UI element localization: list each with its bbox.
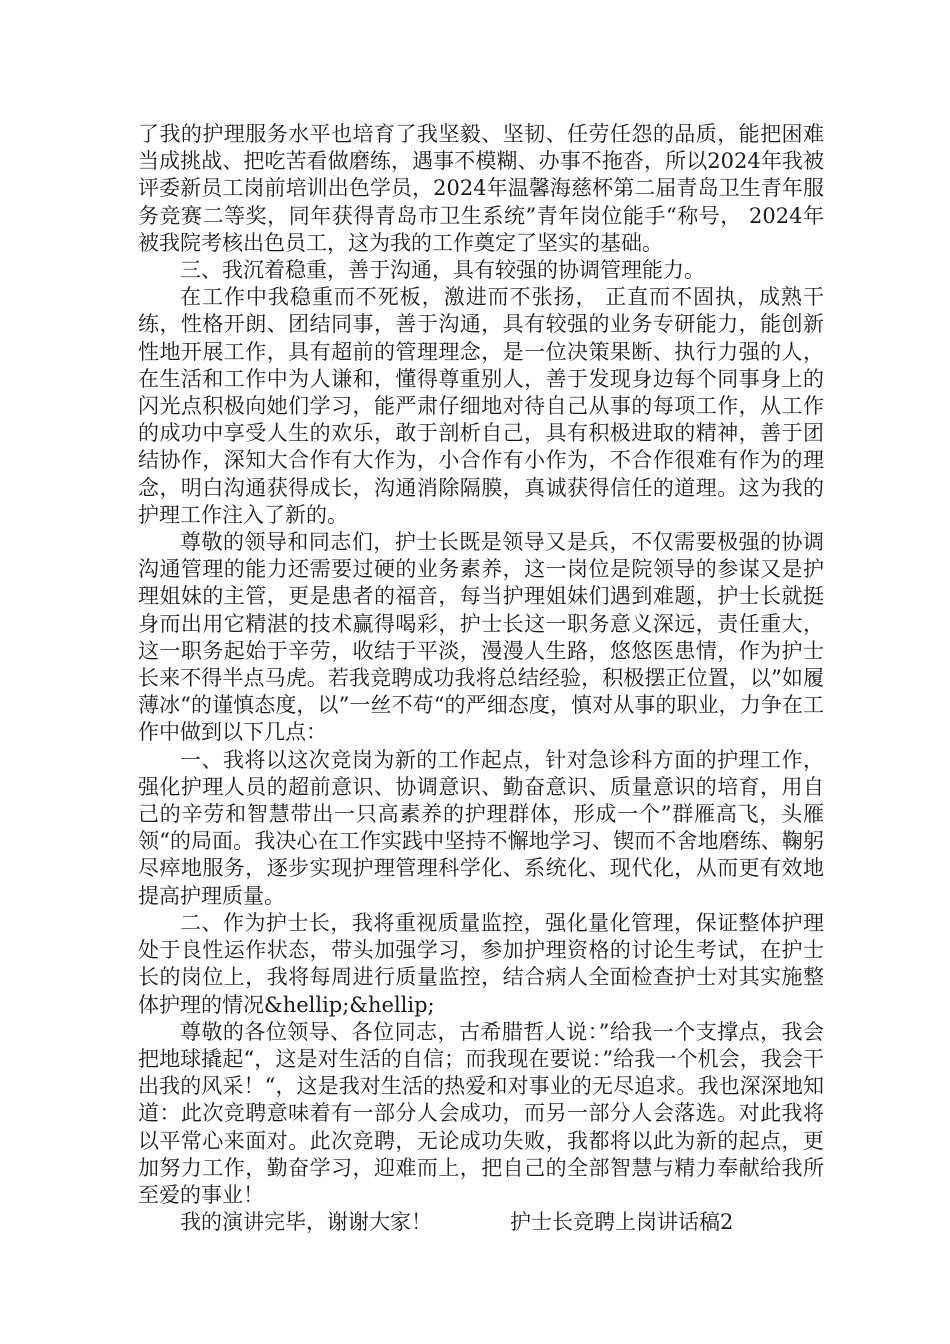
section-heading-three: 三、我沉着稳重，善于沟通，具有较强的协调管理能力。	[180, 258, 705, 283]
paragraph-continuation: 了我的护理服务水平也培育了我坚毅、坚韧、任劳任怨的品质，能把困难当成挑战、把吃苦看做磨练，遇事不模糊、办事不拖沓，所以2024年我被评委新员工岗前培训出色学员，2024年温馨海慈杯第二届青岛卫生青年服务竞赛二等奖，同年获得青岛市卫生系统”青年岗位能手“称号， 2024年被我院考核出色员工，这为我的工作奠定了坚实的基础。	[138, 122, 824, 255]
paragraph-conclusion: 尊敬的各位领导、各位同志，古希腊哲人说：”给我一个支撑点，我会把地球撬起“，这是对生活的自信；而我现在要说：”给我一个机会，我会干出我的风采！“，这是我对生活的热爱和对事业的无尽追求。我也深深地知道：此次竞聘意味着有一部分人会成功，而另一部分人会落选。对此我将以平常心来面对。此次竞聘，无论成功失败，我都将以此为新的起点，更加努力工作，勤奋学习，迎难而上，把自己的全部智慧与精力奉献给我所至爱的事业！	[138, 1019, 824, 1207]
paragraph-plan-one: 一、我将以这次竞岗为新的工作起点，针对急诊科方面的护理工作，强化护理人员的超前意识、协调意识、勤奋意识、质量意识的培育，用自己的辛劳和智慧带出一只高素养的护理群体，形成一个”群雁高飞，头雁领“的局面。我决心在工作实践中坚持不懈地学习、锲而不舍地磨练、鞠躬尽瘁地服务，逐步实现护理管理科学化、系统化、现代化，从而更有效地提高护理质量。	[138, 747, 824, 908]
paragraph-plan-two: 二、作为护士长，我将重视质量监控，强化量化管理，保证整体护理处于良性运作状态，带头加强学习，参加护理资格的讨论生考试，在护士长的岗位上，我将每周进行质量监控，结合病人全面检查护士对其实施整体护理的情况&hellip;&hellip;	[138, 910, 824, 1017]
next-speech-title: 护士长竞聘上岗讲话稿2	[510, 1210, 734, 1235]
document-body	[138, 121, 824, 1236]
paragraph-head-nurse-role: 尊敬的领导和同志们，护士长既是领导又是兵，不仅需要极强的协调沟通管理的能力还需要过硬的业务素养，这一岗位是院领导的参谋又是护理姐妹的主管，更是患者的福音，每当护理姐妹们遇到难题，护士长就挺身而出用它精湛的技术赢得喝彩，护士长这一职务意义深远，责任重大，这一职务起始于辛劳，收结于平淡，漫漫人生路，悠悠医患情，作为护士长来不得半点马虎。若我竞聘成功我将总结经验，积极摆正位置，以”如履薄冰“的谨慎态度，以”一丝不苟“的严细态度，慎对从事的职业，力争在工作中做到以下几点：	[138, 530, 824, 745]
closing-remark: 我的演讲完毕，谢谢大家！	[180, 1210, 432, 1235]
paragraph-work-style: 在工作中我稳重而不死板，激进而不张扬， 正直而不固执，成熟干练，性格开朗、团结同事，善于沟通，具有较强的业务专研能力，能创新性地开展工作，具有超前的管理理念，是一位决策果断、执行力强的人，在生活和工作中为人谦和，懂得尊重别人，善于发现身边每个同事身上的闪光点积极向她们学习，能严肃仔细地对待自己从事的每项工作，从工作的成功中享受人生的欢乐，敢于剖析自己，具有积极进取的精神，善于团结协作，深知大合作有大作为，小合作有小作为，不合作很难有作为的理念，明白沟通获得成长，沟通消除隔膜，真诚获得信任的道理。这为我的护理工作注入了新的。	[138, 285, 824, 527]
closing-line	[138, 1209, 824, 1236]
